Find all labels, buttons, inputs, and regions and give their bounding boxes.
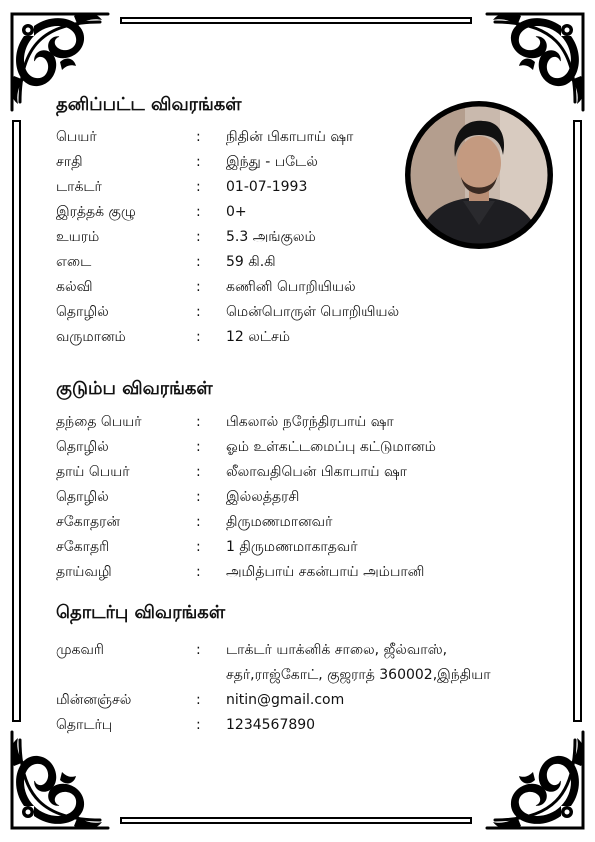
- floral-scroll-icon: [481, 726, 591, 836]
- field-colon: :: [196, 489, 201, 505]
- field-value: இந்து - படேல்: [226, 154, 318, 170]
- personal-section-title: தனிப்பட்ட விவரங்கள்: [56, 94, 242, 115]
- field-colon: :: [196, 129, 201, 145]
- field-label: தந்தை பெயர்: [56, 414, 142, 430]
- field-label: கல்வி: [56, 279, 93, 295]
- corner-ornament-top-right: [481, 6, 591, 116]
- field-colon: :: [196, 154, 201, 170]
- field-label: சகோதரி: [56, 539, 110, 555]
- field-value: ஓம் உள்கட்டமைப்பு கட்டுமானம்: [226, 439, 436, 455]
- field-value: மென்பொருள் பொறியியல்: [226, 304, 400, 320]
- field-value: 12 லட்சம்: [226, 329, 291, 345]
- address-line1: டாக்டர் யாக்னிக் சாலை, ஜீல்வாஸ்,: [226, 642, 448, 658]
- field-value: கணினி பொறியியல்: [226, 279, 356, 295]
- frame-right-bar: [573, 120, 582, 722]
- frame-left-bar: [12, 120, 21, 722]
- field-colon: :: [196, 304, 201, 320]
- field-label: உயரம்: [56, 229, 100, 245]
- field-colon: :: [196, 279, 201, 295]
- field-value: 5.3 அங்குலம்: [226, 229, 316, 245]
- field-label: தொழில்: [56, 489, 109, 505]
- field-label: தாய்வழி: [56, 564, 112, 580]
- field-colon: :: [196, 564, 201, 580]
- field-colon: :: [196, 464, 201, 480]
- field-colon: :: [196, 439, 201, 455]
- field-value: அமித்பாய் சகன்பாய் அம்பானி: [226, 564, 425, 580]
- field-label: மின்னஞ்சல்: [56, 692, 132, 708]
- corner-ornament-bottom-right: [481, 726, 591, 836]
- field-value: 1 திருமணமாகாதவர்: [226, 539, 358, 555]
- field-label: சகோதரன்: [56, 514, 120, 530]
- field-value: இல்லத்தரசி: [226, 489, 300, 505]
- field-value: நிதின் பிகாபாய் ஷா: [226, 129, 354, 145]
- address-label: முகவரி: [56, 642, 104, 658]
- field-value: லீலாவதிபென் பிகாபாய் ஷா: [226, 464, 407, 480]
- profile-photo-icon: [405, 101, 553, 249]
- field-value: 59 கி.கி: [226, 254, 276, 270]
- profile-photo: [405, 101, 553, 249]
- field-colon: :: [196, 204, 201, 220]
- field-label: பெயர்: [56, 129, 97, 145]
- field-colon: :: [196, 229, 201, 245]
- corner-ornament-bottom-left: [4, 726, 114, 836]
- field-label: தொழில்: [56, 304, 109, 320]
- field-value: 0+: [226, 204, 247, 220]
- address-colon: :: [196, 642, 201, 658]
- frame-top-bar: [120, 17, 472, 24]
- field-value: 01-07-1993: [226, 179, 308, 195]
- field-label: தொழில்: [56, 439, 109, 455]
- field-colon: :: [196, 692, 201, 708]
- field-value: nitin@gmail.com: [226, 692, 345, 708]
- field-label: இரத்தக் குழு: [56, 204, 136, 220]
- address-line2: சதர்,ராஜ்கோட், குஜராத் 360002,இந்தியா: [226, 667, 491, 683]
- field-colon: :: [196, 254, 201, 270]
- floral-scroll-icon: [4, 726, 114, 836]
- field-value: 1234567890: [226, 717, 316, 733]
- field-label: எடை: [56, 254, 92, 270]
- field-colon: :: [196, 514, 201, 530]
- field-colon: :: [196, 414, 201, 430]
- frame-bottom-bar: [120, 817, 472, 824]
- field-label: வருமானம்: [56, 329, 126, 345]
- field-colon: :: [196, 717, 201, 733]
- family-section-title: குடும்ப விவரங்கள்: [56, 378, 213, 399]
- field-value: திருமணமானவர்: [226, 514, 333, 530]
- field-label: சாதி: [56, 154, 83, 170]
- field-value: பிகலால் நரேந்திரபாய் ஷா: [226, 414, 394, 430]
- field-colon: :: [196, 179, 201, 195]
- field-label: தொடர்பு: [56, 717, 113, 733]
- field-colon: :: [196, 329, 201, 345]
- field-colon: :: [196, 539, 201, 555]
- field-label: டாக்டர்: [56, 179, 102, 195]
- contact-section-title: தொடர்பு விவரங்கள்: [56, 602, 226, 623]
- field-label: தாய் பெயர்: [56, 464, 130, 480]
- floral-scroll-icon: [481, 6, 591, 116]
